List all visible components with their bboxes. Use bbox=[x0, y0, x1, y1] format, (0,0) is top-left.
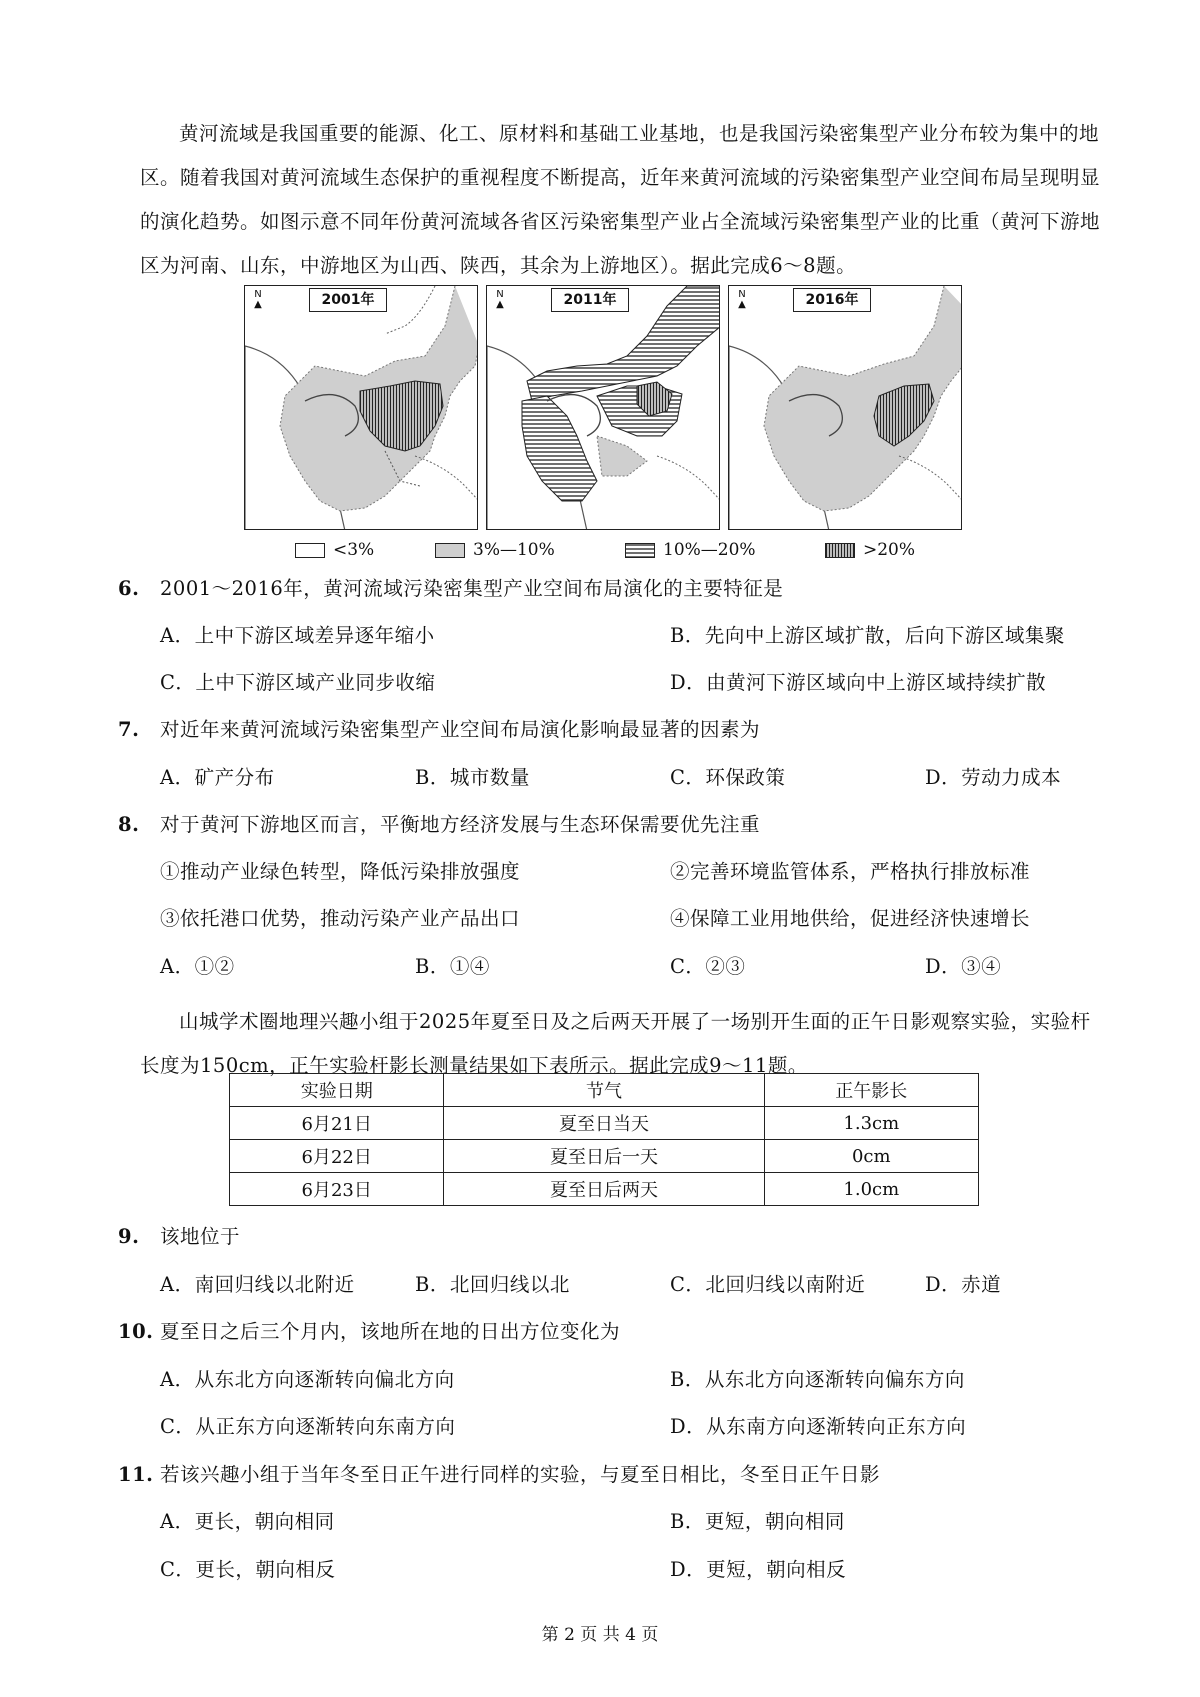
question-number: 9. bbox=[118, 1225, 140, 1248]
map-year-label: 2016年 bbox=[793, 288, 871, 312]
question-7 bbox=[118, 715, 760, 745]
question-text: 该地位于 bbox=[160, 1225, 241, 1248]
map-2011 bbox=[486, 285, 720, 530]
table-cell: 夏至日后一天 bbox=[444, 1140, 764, 1173]
north-label: N bbox=[738, 289, 746, 300]
question-text: 对于黄河下游地区而言，平衡地方经济发展与生态环保需要优先注重 bbox=[160, 813, 761, 836]
map-2001 bbox=[244, 285, 478, 530]
q9-option-b[interactable]: B．北回归线以北 bbox=[415, 1273, 570, 1296]
q11-option-d[interactable]: D．更短，朝向相反 bbox=[670, 1558, 847, 1581]
legend-label: 3%—10% bbox=[473, 540, 555, 560]
question-number: 8. bbox=[118, 813, 140, 836]
north-label: N bbox=[254, 289, 262, 300]
legend-label: <3% bbox=[333, 540, 375, 560]
question-number: 7. bbox=[118, 718, 140, 741]
question-text: 对近年来黄河流域污染密集型产业空间布局演化影响最显著的因素为 bbox=[160, 718, 761, 741]
q8-statement-3: ③依托港口优势，推动污染产业产品出口 bbox=[160, 907, 521, 930]
table-cell: 6月21日 bbox=[230, 1107, 444, 1140]
map-year-label: 2001年 bbox=[309, 288, 387, 312]
map-legend bbox=[295, 540, 995, 568]
map-year-label: 2011年 bbox=[551, 288, 629, 312]
north-arrow-icon: N ▲ bbox=[738, 289, 746, 310]
map-2011-drawing bbox=[487, 286, 720, 530]
legend-swatch-gray bbox=[435, 543, 465, 558]
question-number: 10. bbox=[118, 1320, 154, 1343]
q8-statement-1: ①推动产业绿色转型，降低污染排放强度 bbox=[160, 860, 521, 883]
intro-paragraph-2: 山城学术圈地理兴趣小组于2025年夏至日及之后两天开展了一场别开生面的正午日影观察实验，实验杆长度为150cm，正午实验杆影长测量结果如下表所示。据此完成9～11题。 bbox=[140, 1010, 1091, 1077]
question-text: 若该兴趣小组于当年冬至日正午进行同样的实验，与夏至日相比，冬至日正午日影 bbox=[160, 1463, 881, 1486]
legend-item bbox=[625, 540, 756, 560]
q6-option-a[interactable]: A．上中下游区域差异逐年缩小 bbox=[160, 624, 435, 647]
table-cell: 6月22日 bbox=[230, 1140, 444, 1173]
map-figure bbox=[244, 285, 964, 530]
q10-option-d[interactable]: D．从东南方向逐渐转向正东方向 bbox=[670, 1415, 967, 1438]
legend-swatch-horizontal bbox=[625, 543, 655, 558]
question-10 bbox=[118, 1317, 620, 1347]
q6-option-c[interactable]: C．上中下游区域产业同步收缩 bbox=[160, 671, 436, 694]
table-cell: 0cm bbox=[764, 1140, 978, 1173]
q10-option-a[interactable]: A．从东北方向逐渐转向偏北方向 bbox=[160, 1368, 455, 1391]
q11-option-b[interactable]: B．更短，朝向相同 bbox=[670, 1510, 845, 1533]
q7-option-c[interactable]: C．环保政策 bbox=[670, 766, 786, 789]
intro-paragraph-1: 黄河流域是我国重要的能源、化工、原材料和基础工业基地，也是我国污染密集型产业分布较为集中的地区。随着我国对黄河流域生态保护的重视程度不断提高，近年来黄河流域的污染密集型产业空间布局呈现明显的演化趋势。如图示意不同年份黄河流域各省区污染密集型产业占全流域污染密集型产业的比重（黄河下游地区为河南、山东，中游地区为山西、陕西，其余为上游地区）。据此完成6～8题。 bbox=[140, 122, 1101, 277]
q6-option-d[interactable]: D．由黄河下游区域向中上游区域持续扩散 bbox=[670, 671, 1047, 694]
north-label: N bbox=[496, 289, 504, 300]
q7-option-a[interactable]: A．矿产分布 bbox=[160, 766, 275, 789]
table-header-cell: 实验日期 bbox=[230, 1074, 444, 1107]
question-text: 夏至日之后三个月内，该地所在地的日出方位变化为 bbox=[160, 1320, 621, 1343]
question-8 bbox=[118, 810, 760, 840]
q8-option-c[interactable]: C．②③ bbox=[670, 955, 746, 978]
q9-option-d[interactable]: D．赤道 bbox=[925, 1273, 1002, 1296]
shadow-table bbox=[229, 1073, 979, 1206]
page-footer: 第 2 页 共 4 页 bbox=[541, 1625, 659, 1645]
question-number: 11. bbox=[118, 1463, 154, 1486]
table-cell: 6月23日 bbox=[230, 1173, 444, 1206]
q11-option-c[interactable]: C．更长，朝向相反 bbox=[160, 1558, 336, 1581]
legend-item bbox=[295, 540, 374, 560]
map-2001-drawing bbox=[245, 286, 478, 530]
q8-option-a[interactable]: A．①② bbox=[160, 955, 235, 978]
table-header-cell: 正午影长 bbox=[764, 1074, 978, 1107]
north-arrow-icon: N ▲ bbox=[254, 289, 262, 310]
table-cell: 1.3cm bbox=[764, 1107, 978, 1140]
q8-option-d[interactable]: D．③④ bbox=[925, 955, 1002, 978]
legend-label: >20% bbox=[863, 540, 916, 560]
q9-option-a[interactable]: A．南回归线以北附近 bbox=[160, 1273, 355, 1296]
q9-option-c[interactable]: C．北回归线以南附近 bbox=[670, 1273, 866, 1296]
q10-option-b[interactable]: B．从东北方向逐渐转向偏东方向 bbox=[670, 1368, 965, 1391]
table-row bbox=[230, 1140, 979, 1173]
table-row bbox=[230, 1173, 979, 1206]
question-11 bbox=[118, 1460, 880, 1490]
legend-item bbox=[435, 540, 555, 560]
legend-label: 10%—20% bbox=[663, 540, 756, 560]
map-2016-drawing bbox=[729, 286, 962, 530]
q7-option-b[interactable]: B．城市数量 bbox=[415, 766, 530, 789]
question-text: 2001～2016年，黄河流域污染密集型产业空间布局演化的主要特征是 bbox=[160, 577, 784, 600]
map-2016 bbox=[728, 285, 962, 530]
q8-statement-4: ④保障工业用地供给，促进经济快速增长 bbox=[670, 907, 1031, 930]
table-header-cell: 节气 bbox=[444, 1074, 764, 1107]
table-cell: 夏至日当天 bbox=[444, 1107, 764, 1140]
legend-swatch-white bbox=[295, 543, 325, 558]
table-cell: 夏至日后两天 bbox=[444, 1173, 764, 1206]
q8-option-b[interactable]: B．①④ bbox=[415, 955, 490, 978]
q8-statement-2: ②完善环境监管体系，严格执行排放标准 bbox=[670, 860, 1031, 883]
question-6 bbox=[118, 574, 783, 604]
table-cell: 1.0cm bbox=[764, 1173, 978, 1206]
legend-swatch-vertical bbox=[825, 543, 855, 558]
table-row bbox=[230, 1107, 979, 1140]
north-arrow-icon: N ▲ bbox=[496, 289, 504, 310]
question-number: 6. bbox=[118, 577, 140, 600]
q7-option-d[interactable]: D．劳动力成本 bbox=[925, 766, 1062, 789]
table-header-row bbox=[230, 1074, 979, 1107]
q11-option-a[interactable]: A．更长，朝向相同 bbox=[160, 1510, 335, 1533]
q10-option-c[interactable]: C．从正东方向逐渐转向东南方向 bbox=[160, 1415, 456, 1438]
question-9 bbox=[118, 1222, 240, 1252]
q6-option-b[interactable]: B．先向中上游区域扩散，后向下游区域集聚 bbox=[670, 624, 1065, 647]
legend-item bbox=[825, 540, 915, 560]
